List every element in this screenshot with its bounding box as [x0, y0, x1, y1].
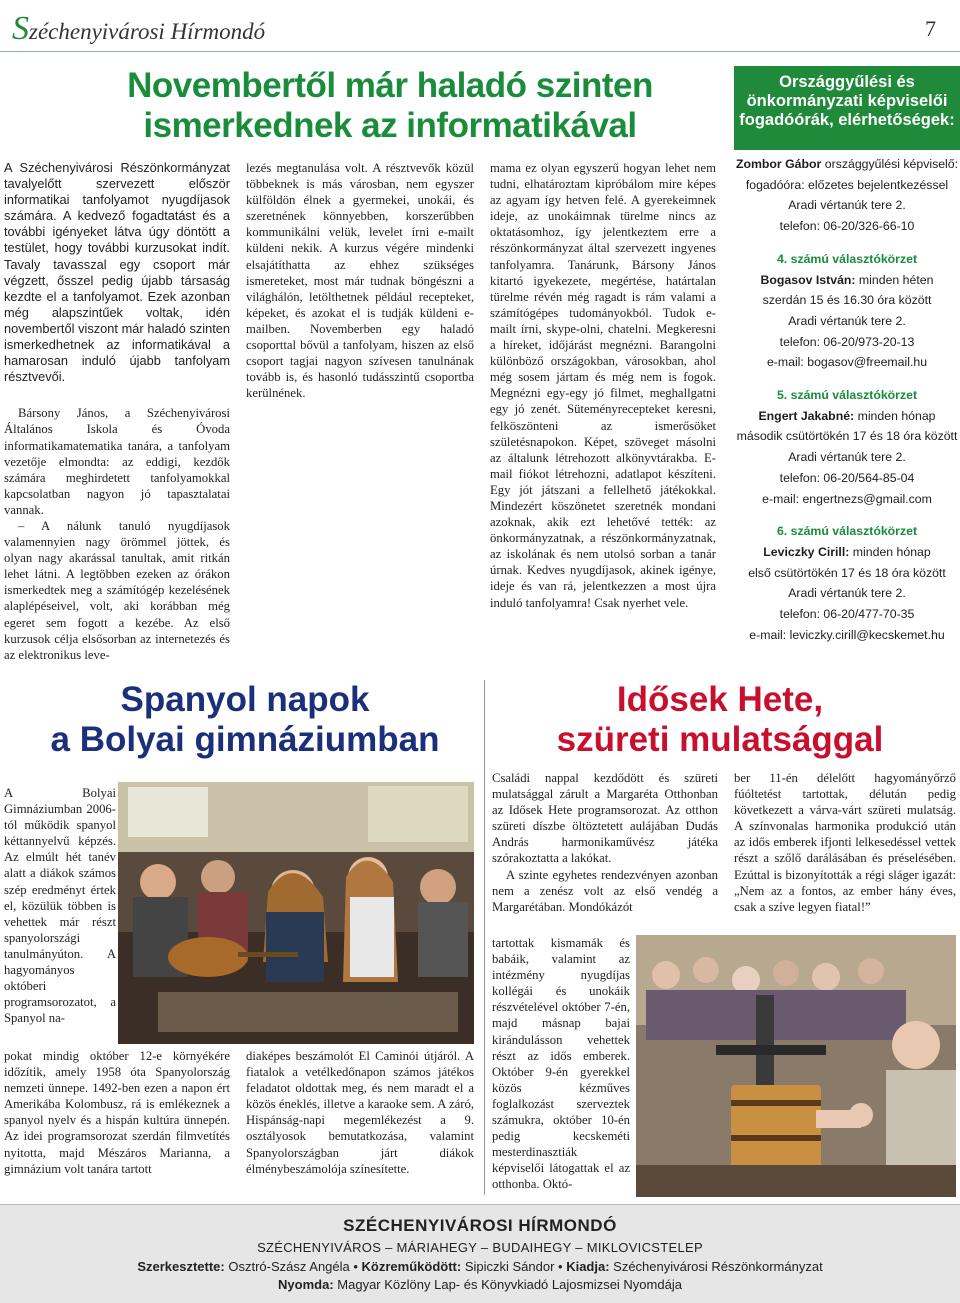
article1-title-line1: Novembertől már haladó szinten	[127, 66, 653, 105]
article1-paragraph: – A nálunk tanuló nyugdíjasok valamennyien nagy örömmel jöttek, és olyan nagy akarással tanultak, amit ritkán lehet látni. A legtöbben ezeken az órákon ismerkedtek meg a számítógép kezelésének alaplépéseivel, volt, aki korábban még egeret sem fogott a kezébe. Az első kurzusok célja elsősorban az internetezés és az elektronikus leve-	[4, 518, 230, 662]
article1-paragraph: mama ez olyan egyszerű hogyan lehet nem tudni, elhatároztam kipróbálom mire képes az agyam így hetven felé. A gyerekeimnek ideje, az unokáimnak türelme nincs az oktatásomhoz, így jelentkeztem erre a részönkormányzat által szervezett ingyenes tanfolyamra. Tanárunk, Bársony János kitartó igyekezete, megértése, határtalan türelme révén még ragadt is rám valami a számítógépes tudományokból. Tudok e-mailt írni, skype-olni, chatelni. Megkeresni a híreket, időjárást megnézni. Barangolni különböző országokban, városokban, ahol még sosem jártam és még nem is fogok. Megnézni egy-egy jó filmet, meghallgatni egy jó zenét. Süteményrecepteket keresni, felköszönteni az ismerősöket születésnapokon. Képet, szöveget másolni az általunk létrehozott alkönyvtárakba. E-mail fiókot létrehozni, adatlapot készíteni. Egy jót játszani a fellelhető játékokkal. Mindezért köszönetet szeretnék mondani azoknak, akik ezt lehetővé tették: az önkormányzatnak, a részönkormányzatnak, az iskolának és nem utolsó sorban a tanár úrnak. Kedves nyugdíjasok, akinek igénye, ideje és van rá, jelentkezzen a most újra induló tanfolyamra! Csak nyerhet vele.	[490, 161, 716, 610]
sidebar-block	[734, 154, 960, 237]
footer-printer	[0, 1277, 960, 1292]
rep-address: Aradi vértanúk tere 2.	[788, 586, 906, 601]
rep-address: Aradi vértanúk tere 2.	[788, 198, 906, 213]
article1-col2	[246, 160, 474, 675]
footer-subtitle: SZÉCHENYIVÁROS – MÁRIAHEGY – BUDAIHEGY – MIKLOVICSTELEP	[257, 1240, 703, 1255]
page-number: 7	[925, 16, 936, 41]
page-footer	[0, 1204, 960, 1303]
article2-paragraph: A Bolyai Gimnáziumban 2006-tól működik spanyol kéttannyelvű képzés. Az elmúlt hét tanév alatt a diákok számos szép eredményt értek el, közülük többen is vehettek már részt spanyolországi tanulmányúton. A hagyományos októberi programsorozatot, a Spanyol na-	[4, 786, 116, 1026]
article1-title-line2: ismerkednek az informatikával	[143, 106, 637, 145]
rep-hours: második csütörtökén 17 és 18 óra között	[736, 429, 958, 444]
rep-address: Aradi vértanúk tere 2.	[788, 313, 906, 328]
article2-col-narrow	[4, 785, 116, 1055]
article3-paragraph: Családi nappal kezdődött és szüreti mulatsággal zárult a Margaréta Otthonban az Idősek Hete programsorozat. Az otthon szüreti díszbe öltöztetett aulájában Dudás András harmonikaművész játéka szórakoztatta a lakókat.	[492, 771, 718, 866]
rep-phone: telefon: 06-20/973-20-13	[779, 334, 915, 349]
footer-title: SZÉCHENYIVÁROSI HÍRMONDÓ	[343, 1216, 617, 1235]
sidebar-block	[734, 521, 960, 645]
article2-paragraph: pokat mindig október 12-e környékére időzítik, amely 1958 óta Spanyolország nemzeti ünnepe. 1492-ben ezen a napon ért Amerikába Kolombusz, rá is emlékeznek a spanyol nyelv és a hispán kultúra ünnepén. Az idei programsorozat szerdán filmvetítés nyitotta, majd Mészáros Marianna, a gimnázium volt tanára tartott	[4, 1049, 230, 1176]
credit-value: Osztró-Szász Angéla •	[224, 1259, 362, 1274]
credit-value: Széchenyivárosi Részönkormányzat	[609, 1259, 823, 1274]
article3-col-narrow	[492, 935, 630, 1197]
sidebar-title: Országgyűlési és önkormányzati képviselői fogadóórák, elérhetőségek:	[734, 66, 960, 150]
rep-phone: telefon: 06-20/326-66-10	[779, 219, 915, 234]
grape-press-photo	[636, 935, 956, 1197]
rep-email[interactable]: e-mail: engertnezs@gmail.com	[762, 491, 932, 506]
rep-name: Engert Jakabné:	[758, 408, 855, 423]
credit-value: Magyar Közlöny Lap- és Könyvkiadó Lajosmizsei Nyomdája	[333, 1277, 682, 1292]
rep-hours: első csütörtökén 17 és 18 óra között	[748, 565, 946, 580]
rep-role: minden hónap	[849, 544, 931, 559]
credit-label: Nyomda:	[278, 1277, 334, 1292]
rep-name: Leviczky Cirill:	[763, 544, 850, 559]
rep-email[interactable]: e-mail: bogasov@freemail.hu	[766, 355, 928, 370]
masthead-text: zéchenyivárosi Hírmondó	[29, 19, 266, 44]
article3-paragraph: A szinte egyhetes rendezvényen azonban nem a zenész volt az első vendég a Margarétában. Mondókázót	[492, 867, 718, 914]
article3-title	[490, 680, 950, 760]
article3-paragraph: tartottak kismamák és babáik, valamint az intézmény nyugdíjas kollégái és unokáik részvételével október 7-én, majd másnap bajai kirándulásson vehettek részt az idős emberek. Október 9-én gyerekkel közös kézműves foglalkozást szerveztek számukra, október 10-én pedig kecskeméti mesterdinasztiák képviselői látogattak el az otthonba. Októ-	[492, 936, 630, 1192]
article1-paragraph: lezés megtanulása volt. A résztvevők közül többeknek is más városban, nem egyszer külföldön élnek a gyermekei, unokái, és szeretnének könnyebben, korszerűbben kommunikálni velük, levelet írni e-mailt küldeni nekik. A kurzus végére mindenki elsajátíthatta az ehhez szükséges ismereteket, most már tudnak böngészni a világhálón, letölthetnek például recepteket, képeket, és azokat el is tudják küldeni e-mailben. Novemberben egy haladó csoporttal bővül a tanfolyam, hiszen az első csoport tagjai nagyon szívesen tanulnának tovább is, és hasonló tudásszintű csoportba kerülnének.	[246, 161, 474, 401]
credit-value: Sipiczki Sándor •	[461, 1259, 567, 1274]
masthead-initial: S	[12, 10, 29, 47]
district-label: 6. számú választókörzet	[776, 524, 918, 539]
article2-col-wide	[4, 1048, 230, 1177]
article3-col1	[492, 770, 718, 915]
article3-paragraph: ber 11-én délelőtt hagyományőrző fúóltetést tartottak, délután pedig következett a várva-várt szüreti mulatság. A színvonalas harmonika produkció után az idős emberek ifjonti lelkesedéssel vettek részt a szőlő darálásában és préselésében. Ezúttal is bizonyították a régi sláger igazát: „Nem az a fontos, az ember hány éves, csak a szíve legyen fiatal!”	[734, 771, 956, 914]
masthead	[12, 10, 265, 48]
rep-hours: szerdán 15 és 16.30 óra között	[762, 293, 932, 308]
credit-label: Szerkesztette:	[137, 1259, 225, 1274]
footer-credits	[0, 1259, 960, 1274]
article2-title-line1: Spanyol napok	[120, 680, 370, 719]
article3-col2	[734, 770, 956, 915]
district-label: 4. számú választókörzet	[776, 251, 918, 266]
sidebar-block	[734, 385, 960, 509]
article1-paragraph: Bársony János, a Széchenyivárosi Általános Iskola és Óvoda informatikamatematika tanára, a tanfolyam vezetője elmondta: az eddigi, kezdők számára meghirdetett tanfolyamokkal kapcsolatban nagyon jó tapasztalatai vannak.	[4, 406, 230, 517]
sidebar-block	[734, 249, 960, 373]
article2-col2	[246, 1048, 474, 1177]
rep-address: Aradi vértanúk tere 2.	[788, 450, 906, 465]
article1-lead: A Széchenyivárosi Részönkormányzat tavalyelőtt szervezett először informatikai tanfolyamot nyugdíjasok számára. A kedvező fogadtatást és a további igényeket látva úgy döntött a testület, hogy további kurzusokat indít. Tavaly tavasszal egy csoport már végzett, ősszel pedig újabb társaság kezdte el a tanfolyamot. Ezek azonban még alapszintűek voltak, idén novembertől viszont már haladó szinten ismerkedhetnek az informatikával a hamarosan induló újabb tanfolyam résztvevői.	[4, 160, 230, 385]
article2-paragraph: diaképes beszámolót El Caminói útjáról. A fiatalok a vetélkedőnapon számos játékos feladatot oldottak meg, és nem maradt el a közös éneklés, illetve a karaoke sem. A záró, Hispánság-napi megemlékezést a 9. osztályosok bemutatkozása, valamint Spanyolországban járt diákok élménybeszámolója színesítette.	[246, 1049, 474, 1176]
rep-role: minden héten	[855, 272, 934, 287]
rep-phone: telefon: 06-20/564-85-04	[779, 470, 915, 485]
district-label: 5. számú választókörzet	[776, 388, 918, 403]
credit-label: Közreműködött:	[361, 1259, 462, 1274]
sidebar-body	[734, 150, 960, 645]
rep-phone: telefon: 06-20/477-70-35	[779, 607, 915, 622]
article1-col1	[4, 160, 230, 663]
rep-name: Bogasov István:	[760, 272, 856, 287]
article2-title-line2: a Bolyai gimnáziumban	[50, 720, 440, 759]
rep-role: minden hónap	[854, 408, 936, 423]
rep-email[interactable]: e-mail: leviczky.cirill@kecskemet.hu	[749, 627, 945, 642]
credit-label: Kiadja:	[566, 1259, 610, 1274]
students-photo	[118, 782, 474, 1044]
article3-title-line1: Idősek Hete,	[616, 680, 824, 719]
article1-title	[60, 66, 720, 146]
column-divider	[484, 680, 485, 1195]
rep-role: országgyűlési képviselő:	[821, 157, 959, 171]
article2-title	[20, 680, 470, 760]
rep-name: Zombor Gábor	[735, 157, 822, 171]
article1-col3	[490, 160, 716, 611]
rep-hours: fogadóóra: előzetes bejelentkezéssel	[745, 177, 949, 192]
article3-title-line2: szüreti mulatsággal	[556, 720, 884, 759]
